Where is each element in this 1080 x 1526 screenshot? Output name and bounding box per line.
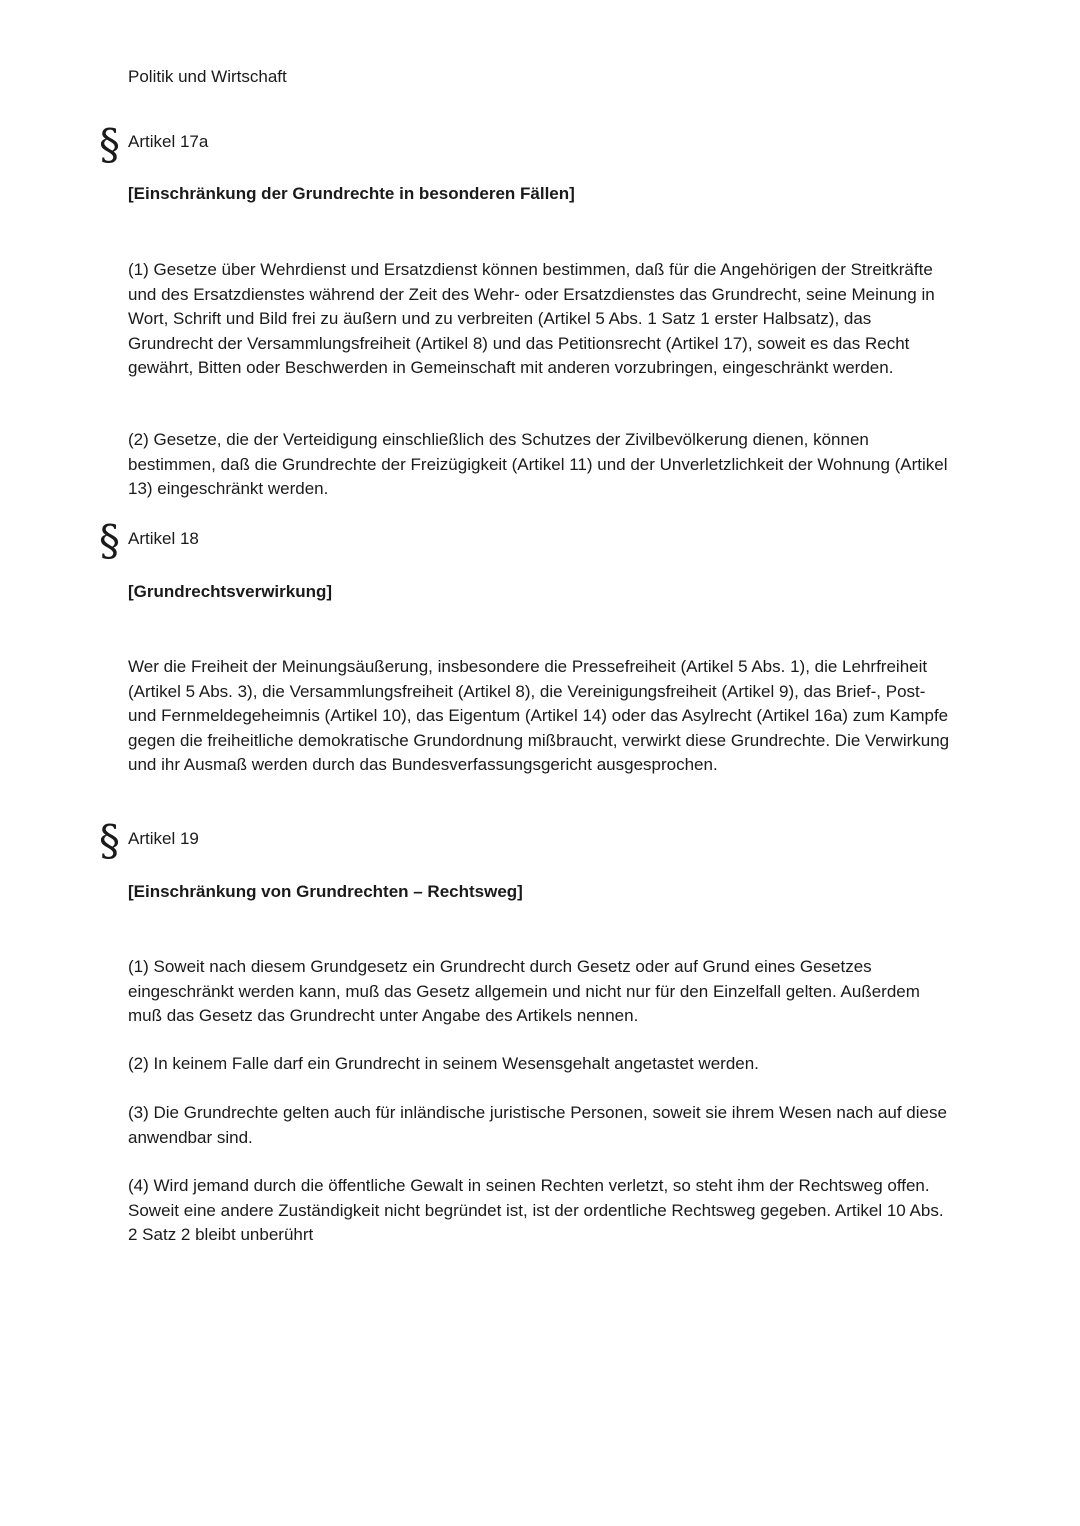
article-title: [Einschränkung von Grundrechten – Rechtsweg] xyxy=(128,882,523,901)
article-paragraph: (2) In keinem Falle darf ein Grundrecht in seinem Wesensgehalt angetastet werden. xyxy=(128,1054,759,1073)
article-title: [Grundrechtsverwirkung] xyxy=(128,582,333,601)
section-sign-icon: § xyxy=(99,516,120,565)
section-sign-icon: § xyxy=(99,120,120,169)
section-sign-icon: § xyxy=(99,816,120,865)
article-paragraph: (1) Gesetze über Wehrdienst und Ersatzdienst können bestimmen, daß für die Angehörigen der Streitkräfte und des Ersatzdienstes während der Zeit des Wehr- oder Ersatzdienstes das Grundrecht, seine Meinung in Wort, Schrift und Bild frei zu äußern und zu verbreiten (Artikel 5 Abs. 1 Satz 1 erster Halbsatz), das Grundrecht der Versammlungsfreiheit (Artikel 8) und das Petitionsrecht (Artikel 17), soweit es das Recht gewährt, Bitten oder Beschwerden in Gemeinschaft mit anderen vorzubringen, eingeschränkt werden. xyxy=(128,260,935,377)
article-heading: Artikel 19 xyxy=(128,829,199,848)
article-paragraph: (1) Soweit nach diesem Grundgesetz ein Grundrecht durch Gesetz oder auf Grund eines Gesetzes eingeschränkt werden kann, muß das Gesetz allgemein und nicht nur für den Einzelfall gelten. Außerdem muß das Gesetz das Grundrecht unter Angabe des Artikels nennen. xyxy=(128,957,920,1025)
article-paragraph: (4) Wird jemand durch die öffentliche Gewalt in seinen Rechten verletzt, so steht ihm der Rechtsweg offen. Soweit eine andere Zuständigkeit nicht begründet ist, ist der ordentliche Rechtsweg gegeben. Artikel 10 Abs. 2 Satz 2 bleibt unberührt xyxy=(128,1176,944,1244)
document-header: Politik und Wirtschaft xyxy=(128,67,287,86)
article-paragraph: Wer die Freiheit der Meinungsäußerung, insbesondere die Pressefreiheit (Artikel 5 Abs. 1), die Lehrfreiheit (Artikel 5 Abs. 3), die Versammlungsfreiheit (Artikel 8), die Vereinigungsfreiheit (Artikel 9), das Brief-, Post- und Fernmeldegeheimnis (Artikel 10), das Eigentum (Artikel 14) oder das Asylrecht (Artikel 16a) zum Kampfe gegen die freiheitliche demokratische Grundordnung mißbraucht, verwirkt diese Grundrechte. Die Verwirkung und ihr Ausmaß werden durch das Bundesverfassungsgericht ausgesprochen. xyxy=(128,657,950,774)
article-paragraph: (3) Die Grundrechte gelten auch für inländische juristische Personen, soweit sie ihrem Wesen nach auf diese anwendbar sind. xyxy=(128,1103,947,1147)
article-title: [Einschränkung der Grundrechte in besonderen Fällen] xyxy=(128,184,575,203)
article-heading: Artikel 18 xyxy=(128,529,199,548)
article-paragraph: (2) Gesetze, die der Verteidigung einschließlich des Schutzes der Zivilbevölkerung dienen, können bestimmen, daß die Grundrechte der Freizügigkeit (Artikel 11) und der Unverletzlichkeit der Wohnung (Artikel 13) eingeschränkt werden. xyxy=(128,430,948,498)
article-heading: Artikel 17a xyxy=(128,132,209,151)
